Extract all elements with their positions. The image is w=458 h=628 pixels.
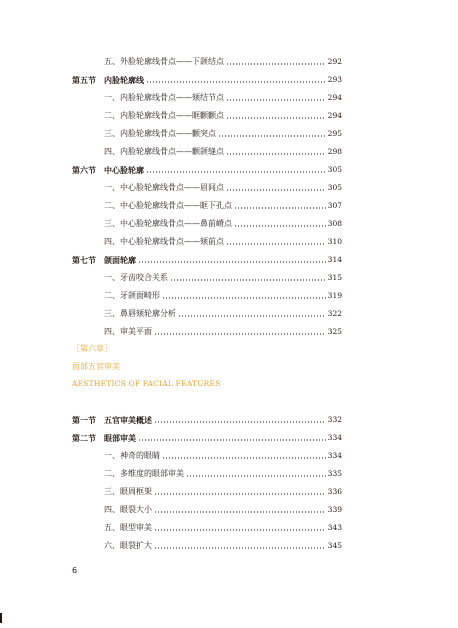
entry-page-number: 305 (327, 183, 342, 192)
entry-page-number: 325 (327, 327, 342, 336)
entry-title: 四、审美平面 (104, 327, 152, 336)
entry-page-number: 292 (327, 57, 342, 66)
page-number: 6 (72, 566, 78, 575)
toc-subentry (104, 484, 342, 500)
toc-subentry (104, 180, 342, 196)
entry-page-number: 315 (327, 273, 342, 282)
entry-title: 二、内脸轮廓线骨点——眶颧颧点 (104, 111, 224, 120)
dot-leader (234, 225, 326, 227)
entry-title: 四、眼裂大小 (104, 505, 152, 514)
scan-edge-mark (0, 613, 2, 623)
dot-leader (154, 547, 326, 549)
entry-page-number: 314 (327, 255, 342, 264)
entry-page-number: 319 (327, 291, 342, 300)
entry-page-number: 298 (327, 147, 342, 156)
toc-subentry (104, 306, 342, 322)
toc-section-entry (72, 252, 342, 268)
entry-page-number: 310 (327, 237, 342, 246)
toc-subentry (104, 448, 342, 464)
dot-leader (226, 117, 326, 119)
dot-leader (226, 153, 326, 155)
entry-title: 内脸轮廓线 (104, 75, 144, 85)
entry-page-number: 322 (327, 309, 342, 318)
dot-leader (146, 81, 326, 83)
toc-subentry (104, 502, 342, 518)
entry-page-number: 308 (327, 219, 342, 228)
chapter-title-cn: 面部五官审美 (72, 362, 120, 371)
entry-title: 一、中心脸轮廓线骨点——眉间点 (104, 183, 224, 192)
toc-subentry (104, 54, 342, 70)
entry-title: 四、中心脸轮廓线骨点——颏前点 (104, 237, 224, 246)
dot-leader (170, 279, 326, 281)
toc-subentry (104, 538, 342, 554)
chapter-tag: ［第六章］ (72, 344, 112, 353)
chapter-title-en: AESTHETICS OF FACIAL FEATURES (72, 379, 221, 388)
entry-page-number: 335 (327, 469, 342, 478)
entry-title: 二、牙颌面畸形 (104, 291, 160, 300)
entry-title: 三、鼻唇颏轮廓分析 (104, 309, 176, 318)
entry-title: 二、多维度的眼部审美 (104, 469, 184, 478)
toc-subentry (104, 198, 342, 214)
dot-leader (226, 189, 326, 191)
entry-page-number: 339 (327, 505, 342, 514)
toc-subentry (104, 324, 342, 340)
entry-title: 颌面轮廓 (104, 255, 136, 265)
entry-title: 六、眼裂扩大 (104, 541, 152, 550)
dot-leader (226, 243, 326, 245)
entry-title: 眼部审美 (104, 433, 136, 443)
section-number: 第六节 (72, 165, 96, 175)
dot-leader (218, 135, 326, 137)
toc-section-entry (72, 72, 342, 88)
entry-title: 五、眼型审美 (104, 523, 152, 532)
section-number: 第一节 (72, 415, 96, 425)
entry-page-number: 343 (327, 523, 342, 532)
entry-title: 四、内脸轮廓线骨点——颧颌缝点 (104, 147, 224, 156)
dot-leader (226, 99, 326, 101)
toc-subentry (104, 144, 342, 160)
dot-leader (138, 439, 326, 441)
dot-leader (146, 171, 326, 173)
entry-page-number: 293 (327, 75, 342, 84)
dot-leader (138, 261, 326, 263)
dot-leader (154, 333, 326, 335)
entry-page-number: 336 (327, 487, 342, 496)
toc-section-entry (72, 412, 342, 428)
entry-title: 中心脸轮廓 (104, 165, 144, 175)
toc-subentry (104, 520, 342, 536)
toc-subentry (104, 466, 342, 482)
entry-page-number: 345 (327, 541, 342, 550)
entry-title: 三、中心脸轮廓线骨点——鼻前嵴点 (104, 219, 232, 228)
entry-page-number: 294 (327, 93, 342, 102)
entry-title: 一、牙齿咬合关系 (104, 273, 168, 282)
entry-page-number: 334 (327, 433, 342, 442)
dot-leader (186, 475, 326, 477)
toc-subentry (104, 234, 342, 250)
dot-leader (154, 421, 326, 423)
entry-title: 五、外脸轮廓线骨点——下颌结点 (104, 57, 224, 66)
section-number: 第五节 (72, 75, 96, 85)
toc-subentry (104, 108, 342, 124)
entry-page-number: 332 (327, 415, 342, 424)
entry-title: 五官审美概述 (104, 415, 152, 425)
entry-title: 三、内脸轮廓线骨点——颧突点 (104, 129, 216, 138)
toc-subentry (104, 90, 342, 106)
entry-title: 一、内脸轮廓线骨点——颏结节点 (104, 93, 224, 102)
section-number: 第七节 (72, 255, 96, 265)
toc-subentry (104, 288, 342, 304)
entry-title: 三、眼周框架 (104, 487, 152, 496)
entry-page-number: 307 (327, 201, 342, 210)
toc-section-entry (72, 430, 342, 446)
section-number: 第二节 (72, 433, 96, 443)
entry-page-number: 305 (327, 165, 342, 174)
dot-leader (154, 529, 326, 531)
toc-subentry (104, 216, 342, 232)
dot-leader (178, 315, 326, 317)
toc-section-entry (72, 162, 342, 178)
entry-title: 一、神奇的眼睛 (104, 451, 160, 460)
dot-leader (162, 457, 326, 459)
dot-leader (234, 207, 326, 209)
entry-page-number: 294 (327, 111, 342, 120)
entry-page-number: 334 (327, 451, 342, 460)
entry-page-number: 295 (327, 129, 342, 138)
dot-leader (154, 493, 326, 495)
dot-leader (154, 511, 326, 513)
toc-subentry (104, 270, 342, 286)
dot-leader (162, 297, 326, 299)
toc-subentry (104, 126, 342, 142)
entry-title: 二、中心脸轮廓线骨点——眶下孔点 (104, 201, 232, 210)
dot-leader (226, 63, 326, 65)
